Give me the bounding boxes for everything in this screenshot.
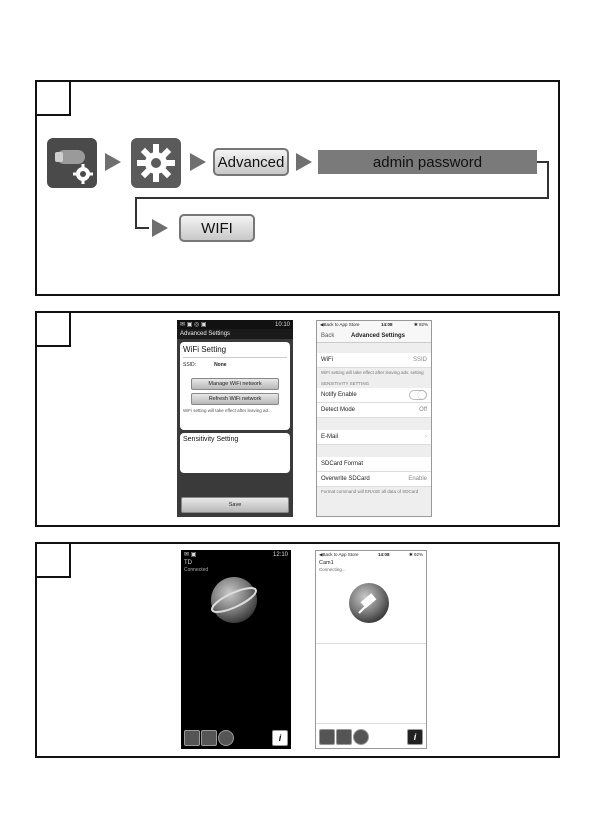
wifi-note: WiFi setting will take effect after leaving adv. setting xyxy=(317,368,431,377)
gear-icon xyxy=(131,138,181,188)
advanced-button[interactable]: Advanced xyxy=(213,148,289,176)
ios-title: Advanced Settings xyxy=(351,332,406,339)
ios-nav-bar xyxy=(317,329,431,343)
arrow-icon xyxy=(152,219,168,237)
connector-line xyxy=(547,161,549,199)
status-bar xyxy=(177,320,293,329)
overwrite-label: Overwrite SDCard xyxy=(321,476,370,482)
ios-status-bar xyxy=(316,551,426,559)
plug-icon[interactable] xyxy=(336,729,352,745)
notify-toggle[interactable] xyxy=(409,390,427,400)
connector-line xyxy=(135,197,549,199)
battery-indicator: ✱ 92% xyxy=(413,322,428,327)
status-icons: ✉ ▣ xyxy=(184,552,197,558)
wifi-label: WiFi xyxy=(321,357,333,363)
wifi-value: SSID xyxy=(412,357,427,363)
android-connect-screen xyxy=(181,550,291,749)
info-icon[interactable]: i xyxy=(407,729,423,745)
detect-value: Off xyxy=(419,407,427,413)
step-2-number-box xyxy=(35,311,71,347)
step-1-number-box xyxy=(35,80,71,116)
connector-line xyxy=(135,227,149,229)
status-icons: ✉ ▣ ◎ ▣ xyxy=(180,322,207,328)
globe-plug-icon xyxy=(349,583,389,623)
arrow-icon xyxy=(190,153,206,171)
divider xyxy=(316,723,426,724)
overwrite-value: Enable xyxy=(408,476,427,482)
step-2-panel xyxy=(35,311,560,527)
detect-mode-row[interactable] xyxy=(317,403,431,418)
refresh-icon[interactable] xyxy=(353,729,369,745)
notify-label: Notify Enable xyxy=(321,392,357,398)
camera-gear-icon[interactable] xyxy=(319,729,335,745)
clock: 10:10 xyxy=(274,321,290,328)
ssid-row xyxy=(183,362,287,368)
wifi-row[interactable] xyxy=(317,353,431,368)
camera-gear-icon xyxy=(47,138,97,188)
camera-name: Cam1 xyxy=(319,560,334,566)
arrow-icon xyxy=(296,153,312,171)
android-settings-screen xyxy=(177,320,293,517)
step-3-panel xyxy=(35,542,560,758)
wifi-setting-card xyxy=(180,342,290,430)
chevron-right-icon: › xyxy=(425,434,427,440)
step-1-panel xyxy=(35,80,560,296)
ios-connect-screen xyxy=(315,550,427,749)
info-icon[interactable]: i xyxy=(272,730,288,746)
back-to-app-store[interactable]: ◀Back to App Store xyxy=(320,322,360,327)
overwrite-sdcard-row[interactable] xyxy=(317,472,431,487)
battery-indicator: ✱ 92% xyxy=(408,552,423,557)
camera-gear-icon[interactable] xyxy=(184,730,200,746)
refresh-icon[interactable] xyxy=(218,730,234,746)
notify-enable-row xyxy=(317,388,431,403)
ios-clock: 14:08 xyxy=(380,322,393,327)
sensitivity-heading: Sensitivity Setting xyxy=(183,436,239,443)
manage-wifi-button[interactable]: Manage WiFi network xyxy=(191,378,279,390)
wifi-button[interactable]: WIFI xyxy=(179,214,255,242)
ios-settings-screen xyxy=(316,320,432,517)
camera-status: Connected xyxy=(184,567,209,573)
ios-status-bar xyxy=(317,321,431,329)
refresh-wifi-button[interactable]: Refresh WiFi network xyxy=(191,393,279,405)
sdcard-format-label: SDCard Format xyxy=(321,461,364,467)
save-button[interactable]: Save xyxy=(181,497,289,513)
status-bar xyxy=(181,550,291,559)
connector-line xyxy=(135,197,137,229)
email-label: E-Mail xyxy=(321,434,339,440)
email-row[interactable] xyxy=(317,430,431,445)
back-to-app-store[interactable]: ◀Back to App Store xyxy=(319,552,359,557)
detect-label: Detect Mode xyxy=(321,407,356,413)
globe-icon xyxy=(211,577,257,623)
admin-password-bar: admin password xyxy=(318,150,537,174)
wifi-heading: WiFi Setting xyxy=(183,345,287,358)
plug-icon[interactable] xyxy=(201,730,217,746)
step-3-number-box xyxy=(35,542,71,578)
wifi-note: WiFi setting will take effect after leaving ad... xyxy=(183,408,272,413)
ios-clock: 14:08 xyxy=(377,552,390,557)
screen-title: Advanced Settings xyxy=(177,329,293,339)
sdcard-format-row[interactable] xyxy=(317,457,431,472)
clock: 12:10 xyxy=(272,551,288,558)
camera-name: TD xyxy=(184,560,192,566)
back-button[interactable]: Back xyxy=(321,332,335,339)
sensitivity-header: SENSITIVITY SETTING xyxy=(317,377,431,388)
ssid-label: SSID: xyxy=(183,362,197,368)
format-note: Format command will ERASE all data of SDCard xyxy=(317,487,431,496)
ssid-value: None xyxy=(214,362,227,368)
divider xyxy=(316,643,426,644)
arrow-icon xyxy=(105,153,121,171)
camera-status: Connecting... xyxy=(319,567,346,572)
sensitivity-card xyxy=(180,433,290,473)
